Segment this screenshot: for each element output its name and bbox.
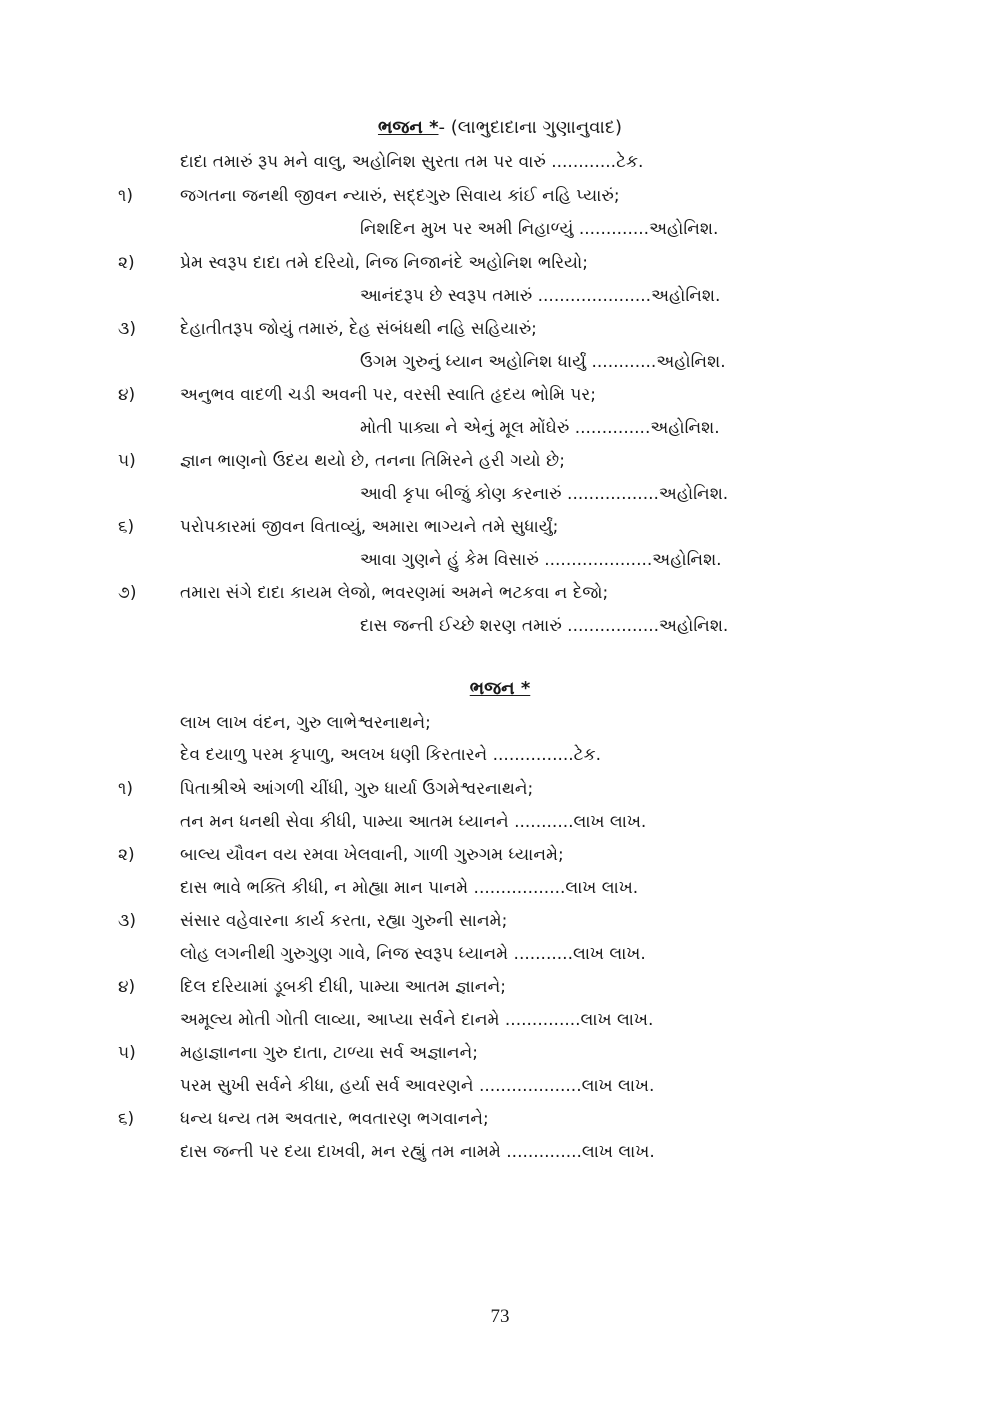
verse-line-2: તન મન ધનથી સેવા કીધી, પામ્યા આતમ ધ્યાનને ...........લાખ લાખ. xyxy=(180,812,647,832)
verse-line-2: મોતી પાક્યા ને એનું મૂલ મોંઘેરું ..............અહોનિશ. xyxy=(360,418,720,438)
verse-line-1: પિતાશ્રીએ આંગળી ચીંધી, ગુરુ ધાર્યા ઉગમેશ્વરનાથને; xyxy=(180,779,534,799)
verse-line-2: નિશદિન મુખ પર અમી નિહાળ્યું .............અહોનિશ. xyxy=(360,219,719,239)
verse-line-1: ધન્ય ધન્ય તમ અવતાર, ભવતારણ ભગવાનને; xyxy=(180,1109,489,1129)
verse-number: ૨) xyxy=(118,253,135,273)
verse-number: ૧) xyxy=(118,186,133,206)
verse-number: ૬) xyxy=(118,1109,135,1129)
verse-number: ૬) xyxy=(118,517,135,537)
verse-line-2: આનંદરૂપ છે સ્વરૂપ તમારું .....................અહોનિશ. xyxy=(360,286,721,306)
verse-line-1: મહાજ્ઞાનના ગુરુ દાતા, ટાળ્યા સર્વ અજ્ઞાનને; xyxy=(180,1043,478,1063)
verse-line-1: સંસાર વહેવારના કાર્ય કરતા, રહ્યા ગુરુની સાનમે; xyxy=(180,911,508,931)
verse-number: ૩) xyxy=(118,319,136,339)
page-number: 73 xyxy=(490,1306,510,1327)
bhajan-2-refrain-1: લાખ લાખ વંદન, ગુરુ લાભેશ્વરનાથને; xyxy=(180,713,431,733)
verse-line-2: અમૂલ્ય મોતી ગોતી લાવ્યા, આપ્યા સર્વને દાનમે ..............લાખ લાખ. xyxy=(180,1010,654,1030)
bhajan-2-title-main: ભજન * xyxy=(469,678,531,699)
verse-line-1: દેહાતીતરૂપ જોયું તમારું, દેહ સંબંધથી નહિ સહિયારું; xyxy=(180,319,537,339)
bhajan-1-refrain: દાદા તમારું રૂપ મને વાલુ, અહોનિશ સુરતા તમ પર વારું ............ટેક. xyxy=(180,152,644,172)
bhajan-1-title xyxy=(0,116,1000,140)
verse-number: ૪) xyxy=(118,977,136,997)
verse-line-2: દાસ જન્તી ઈચ્છે શરણ તમારું .................અહોનિશ. xyxy=(360,616,729,636)
verse-line-1: બાલ્ય યૌવન વય રમવા ખેલવાની, ગાળી ગુરુગમ ધ્યાનમે; xyxy=(180,845,564,865)
bhajan-1-title-subtitle: - (લાભુદાદાના ગુણાનુવાદ) xyxy=(438,117,623,138)
verse-line-2: લોહ લગનીથી ગુરુગુણ ગાવે, નિજ સ્વરૂપ ધ્યાનમે ...........લાખ લાખ. xyxy=(180,944,646,964)
verse-line-1: દિલ દરિયામાં ડૂબકી દીધી, પામ્યા આતમ જ્ઞાનને; xyxy=(180,977,506,997)
verse-line-2: દાસ ભાવે ભક્તિ કીધી, ન મોહ્યા માન પાનમે .................લાખ લાખ. xyxy=(180,878,639,898)
verse-line-2: આવા ગુણને હું કેમ વિસારું ....................અહોનિશ. xyxy=(360,550,722,570)
verse-line-1: અનુભવ વાદળી ચડી અવની પર, વરસી સ્વાતિ હૃદય ભોમિ પર; xyxy=(180,385,596,405)
bhajan-2-title xyxy=(0,677,1000,701)
verse-line-2: ઉગમ ગુરુનું ધ્યાન અહોનિશ ધાર્યું ............અહોનિશ. xyxy=(360,352,726,372)
bhajan-2-refrain-2: દેવ દયાળુ પરમ કૃપાળુ, અલખ ધણી કિરતારને ...............ટેક. xyxy=(180,745,601,765)
verse-line-1: પરોપકારમાં જીવન વિતાવ્યું, અમારા ભાગ્યને તમે સુધાર્યું; xyxy=(180,517,559,537)
verse-number: ૭) xyxy=(118,583,137,603)
verse-line-1: જગતના જનથી જીવન ન્યારું, સદ્દગુરુ સિવાય કાંઈ નહિ પ્યારું; xyxy=(180,186,620,206)
verse-line-1: જ્ઞાન ભાણનો ઉદય થયો છે, તનના તિમિરને હરી ગયો છે; xyxy=(180,451,565,471)
verse-line-1: પ્રેમ સ્વરૂપ દાદા તમે દરિયો, નિજ નિજાનંદે અહોનિશ ભરિયો; xyxy=(180,253,588,273)
verse-number: ૩) xyxy=(118,911,136,931)
verse-number: ૪) xyxy=(118,385,136,405)
verse-number: ૨) xyxy=(118,845,135,865)
verse-line-1: તમારા સંગે દાદા કાયમ લેજો, ભવરણમાં અમને ભટકવા ન દેજો; xyxy=(180,583,609,603)
verse-line-2: આવી કૃપા બીજું કોણ કરનારું .................અહોનિશ. xyxy=(360,484,729,504)
verse-line-2: દાસ જન્તી પર દયા દાખવી, મન રહ્યું તમ નામમે ..............લાખ લાખ. xyxy=(180,1142,655,1162)
verse-number: ૧) xyxy=(118,779,133,799)
verse-number: ૫) xyxy=(118,1043,136,1063)
bhajan-1-title-main: ભજન * xyxy=(377,117,439,138)
verse-number: ૫) xyxy=(118,451,136,471)
verse-line-2: પરમ સુખી સર્વને કીધા, હર્યા સર્વ આવરણને ...................લાખ લાખ. xyxy=(180,1076,655,1096)
